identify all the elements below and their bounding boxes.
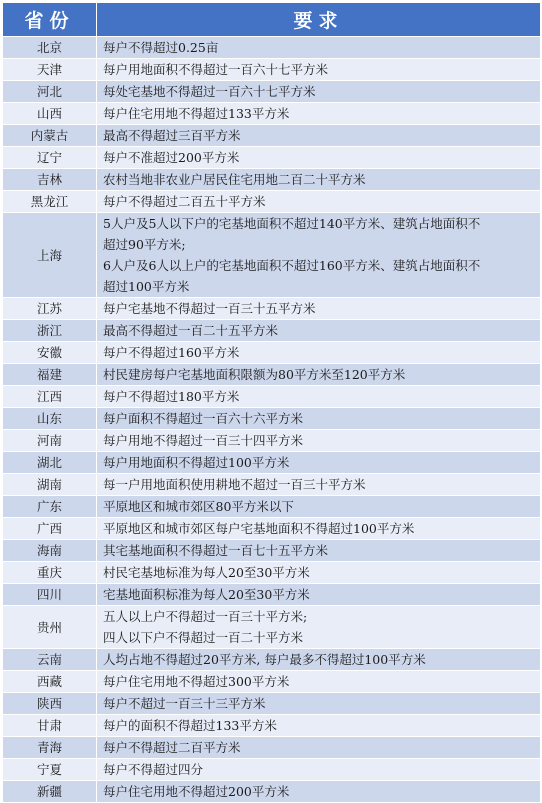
province-cell: 海南 [3,540,97,562]
table-row [3,147,541,169]
requirement-cell [97,298,541,320]
province-cell: 福建 [3,364,97,386]
requirement-line: 每户的面积不得超过133平方米 [103,718,277,733]
province-cell: 甘肃 [3,715,97,737]
requirement-cell [97,81,541,103]
requirement-cell [97,169,541,191]
province-cell: 北京 [3,37,97,59]
requirement-line: 每户用地不得超过一百三十四平方米 [103,433,304,448]
table-row [3,474,541,496]
requirement-line: 其宅基地面积不得超过一百七十五平方米 [103,543,329,558]
province-cell: 陕西 [3,693,97,715]
requirement-line: 村民建房每户宅基地面积限额为80平方米至120平方米 [103,367,406,382]
table-row [3,737,541,759]
province-cell: 江西 [3,386,97,408]
requirement-line: 平原地区和城市郊区每户宅基地面积不得超过100平方米 [103,521,415,536]
table-header-row [3,3,541,37]
requirement-cell [97,452,541,474]
requirement-line: 每户不超过一百三十三平方米 [103,696,266,711]
province-cell: 湖南 [3,474,97,496]
requirement-line: 每户不得超过四分 [103,762,204,777]
requirement-cell [97,584,541,606]
requirement-cell [97,364,541,386]
requirement-line: 农村当地非农业户居民住宅用地二百二十平方米 [103,172,366,187]
requirement-line: 最高不得超过一百二十五平方米 [103,323,279,338]
requirement-line: 每户不得超过160平方米 [103,345,240,360]
requirement-cell [97,320,541,342]
table-row [3,452,541,474]
requirement-line: 平原地区和城市郊区80平方米以下 [103,499,294,514]
province-cell: 湖北 [3,452,97,474]
province-cell: 河南 [3,430,97,452]
province-cell: 青海 [3,737,97,759]
requirement-cell [97,737,541,759]
requirement-cell [97,781,541,803]
province-cell: 安徽 [3,342,97,364]
requirement-cell [97,715,541,737]
province-cell: 新疆 [3,781,97,803]
province-cell: 吉林 [3,169,97,191]
table-row [3,298,541,320]
requirement-line: 每处宅基地不得超过一百六十七平方米 [103,84,316,99]
table-row [3,518,541,540]
requirement-cell [97,125,541,147]
table-row [3,213,541,298]
province-cell: 上海 [3,213,97,298]
table-row [3,191,541,213]
table-row [3,540,541,562]
requirement-cell [97,540,541,562]
table-row [3,562,541,584]
requirement-cell [97,562,541,584]
table-row [3,103,541,125]
table-row [3,408,541,430]
requirement-line: 村民宅基地标准为每人20至30平方米 [103,565,310,580]
requirement-line: 宅基地面积标准为每人20至30平方米 [103,587,310,602]
requirement-cell [97,213,541,298]
requirement-cell [97,606,541,649]
requirement-cell [97,147,541,169]
province-cell: 内蒙古 [3,125,97,147]
requirement-line: 每户用地面积不得超过100平方米 [103,455,290,470]
table-row [3,430,541,452]
province-cell: 宁夏 [3,759,97,781]
province-cell: 黑龙江 [3,191,97,213]
table-row [3,320,541,342]
requirement-line: 每户用地面积不得超过一百六十七平方米 [103,62,329,77]
requirement-cell [97,649,541,671]
province-cell: 贵州 [3,606,97,649]
requirement-line: 每户住宅用地不得超过200平方米 [103,784,290,799]
province-cell: 浙江 [3,320,97,342]
requirement-line: 每户不准超过200平方米 [103,150,240,165]
table-body [3,37,541,803]
table-row [3,759,541,781]
province-cell: 云南 [3,649,97,671]
requirement-line: 每一户用地面积使用耕地不超过一百三十平方米 [103,477,366,492]
table-row [3,671,541,693]
requirement-cell [97,518,541,540]
table-row [3,584,541,606]
table-row [3,81,541,103]
table-row [3,693,541,715]
province-cell: 广西 [3,518,97,540]
requirement-line: 每户面积不得超过一百六十六平方米 [103,411,304,426]
table-row [3,125,541,147]
header-province: 省份 [3,3,97,37]
requirement-cell [97,103,541,125]
requirement-cell [97,430,541,452]
requirement-line: 五人以上户不得超过一百三十平方米; [103,609,308,624]
requirement-cell [97,408,541,430]
province-cell: 广东 [3,496,97,518]
requirement-cell [97,59,541,81]
requirement-line: 超过90平方米; [103,237,186,252]
table-row [3,496,541,518]
requirement-cell [97,37,541,59]
table-row [3,59,541,81]
requirement-cell [97,386,541,408]
requirement-line: 最高不得超过三百平方米 [103,128,241,143]
requirement-line: 每户宅基地不得超过一百三十五平方米 [103,301,316,316]
province-cell: 江苏 [3,298,97,320]
requirement-cell [97,671,541,693]
requirement-cell [97,474,541,496]
province-cell: 天津 [3,59,97,81]
requirement-line: 每户不得超过0.25亩 [103,40,219,55]
province-cell: 辽宁 [3,147,97,169]
requirement-cell [97,693,541,715]
requirement-cell [97,342,541,364]
province-cell: 西藏 [3,671,97,693]
requirement-line: 每户不得超过二百平方米 [103,740,241,755]
requirement-cell [97,496,541,518]
table-row [3,342,541,364]
table-row [3,715,541,737]
requirement-line: 每户住宅用地不得超过133平方米 [103,106,290,121]
requirement-line: 四人以下户不得超过一百二十平方米 [103,630,304,645]
province-requirements-table [2,2,541,803]
province-cell: 河北 [3,81,97,103]
province-cell: 山西 [3,103,97,125]
table-row [3,781,541,803]
table-row [3,606,541,649]
table-row [3,649,541,671]
header-requirement: 要求 [97,3,541,37]
table-row [3,386,541,408]
table-row [3,364,541,386]
requirement-line: 人均占地不得超过20平方米, 每户最多不得超过100平方米 [103,652,426,667]
province-cell: 四川 [3,584,97,606]
requirement-line: 超过100平方米 [103,279,190,294]
requirement-line: 每户不得超过180平方米 [103,389,240,404]
requirement-line: 6人户及6人以上户的宅基地面积不超过160平方米、建筑占地面积不 [103,258,481,273]
province-cell: 重庆 [3,562,97,584]
requirement-cell [97,191,541,213]
requirement-line: 每户不得超过二百五十平方米 [103,194,266,209]
province-cell: 山东 [3,408,97,430]
requirement-line: 每户住宅用地不得超过300平方米 [103,674,290,689]
requirement-line: 5人户及5人以下户的宅基地面积不超过140平方米、建筑占地面积不 [103,216,481,231]
table-row [3,37,541,59]
table-row [3,169,541,191]
requirement-cell [97,759,541,781]
